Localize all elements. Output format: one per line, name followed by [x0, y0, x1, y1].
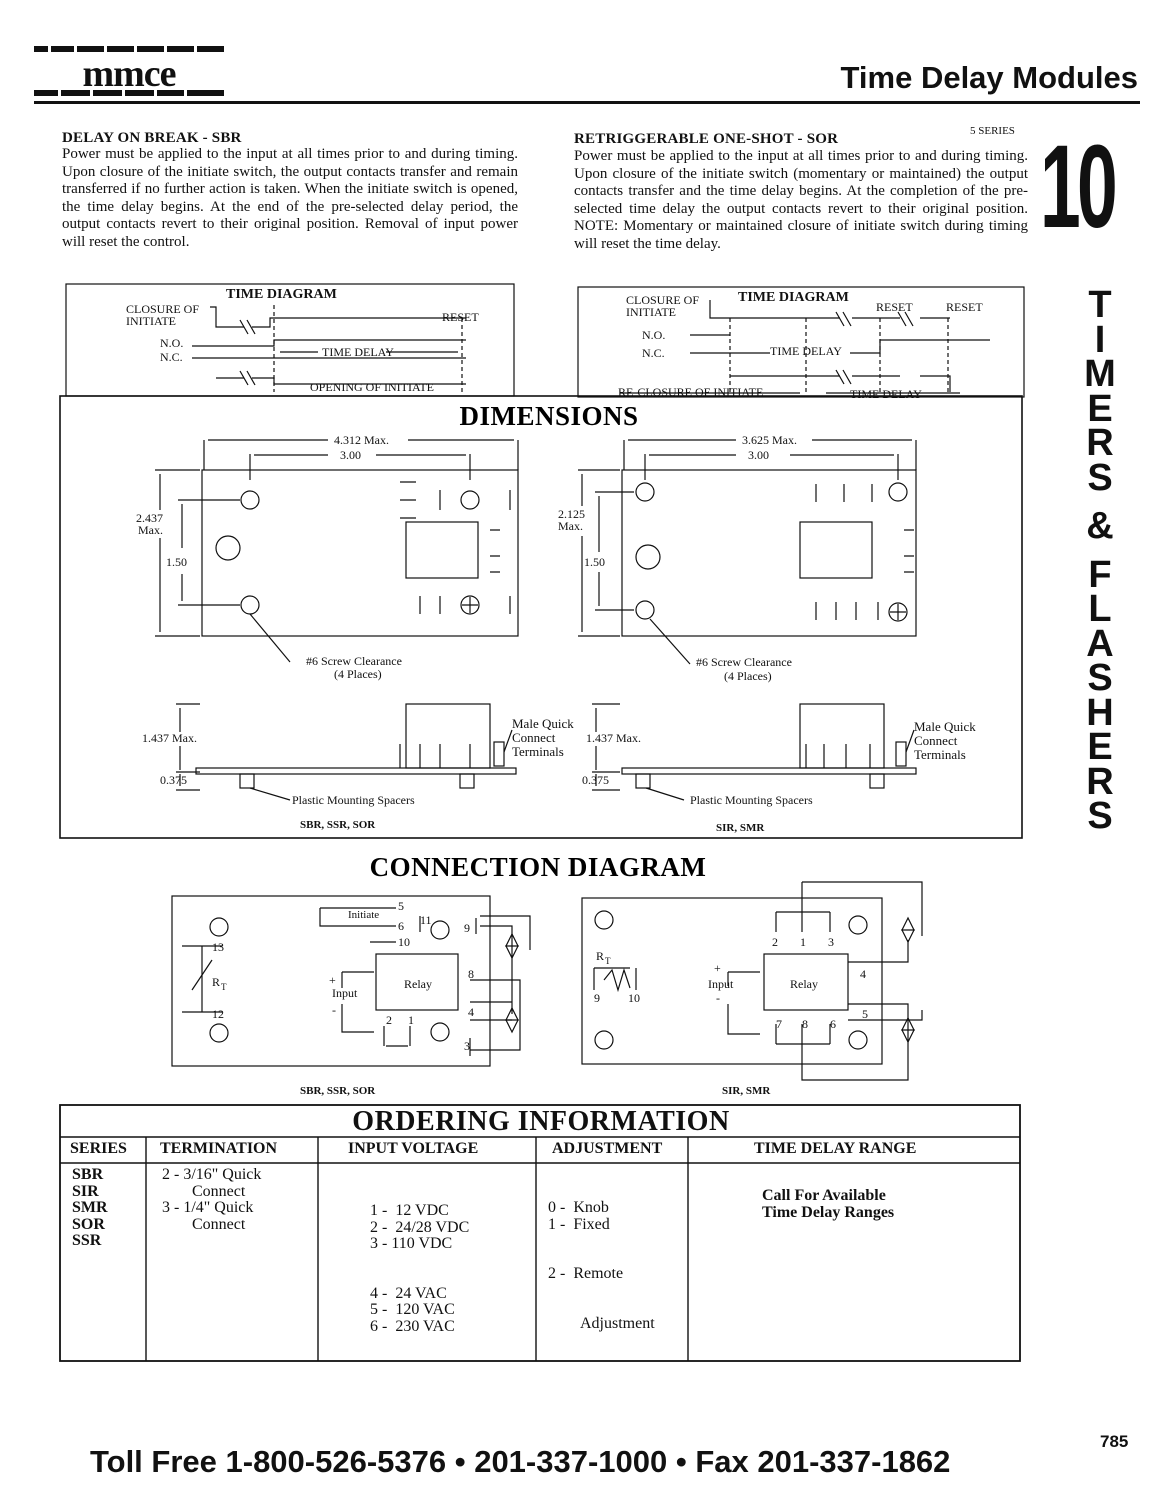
- svg-text:N.O.: N.O.: [642, 328, 666, 342]
- svg-text:1.50: 1.50: [166, 555, 187, 569]
- page-number: 785: [1100, 1432, 1129, 1451]
- col-header-termination: TERMINATION: [160, 1140, 278, 1157]
- adjustment-list: 0 - Knob 1 - Fixed 2 - Remote Adjustment: [548, 1199, 655, 1332]
- col-header-time-delay-range: TIME DELAY RANGE: [754, 1140, 917, 1157]
- svg-text:4.312 Max.: 4.312 Max.: [334, 433, 389, 447]
- svg-text:Plastic Mounting Spacers: Plastic Mounting Spacers: [292, 793, 415, 807]
- svg-text:Initiate: Initiate: [348, 909, 380, 921]
- svg-text:INITIATE: INITIATE: [126, 314, 176, 328]
- svg-text:SIR, SMR: SIR, SMR: [716, 822, 765, 834]
- svg-text:3.625 Max.: 3.625 Max.: [742, 433, 797, 447]
- svg-text:1: 1: [800, 935, 806, 949]
- svg-text:9: 9: [594, 991, 600, 1005]
- svg-text:TIME DIAGRAM: TIME DIAGRAM: [226, 287, 337, 302]
- svg-text:#6 Screw Clearance: #6 Screw Clearance: [696, 655, 792, 669]
- svg-text:5: 5: [398, 899, 404, 913]
- sor-description: Power must be applied to the input at all times prior to and during timing. Upon closure of the initiate switch (momentary or maintained) the output contacts transfer and the time delay begins. At the completion of the pre-selected time delay the output contacts revert to their original position. NOTE: Momentary or maintained closure of initiate switch during timing will reset the time delay.: [574, 148, 1028, 252]
- svg-text:Relay: Relay: [404, 977, 432, 991]
- svg-text:R: R: [212, 975, 221, 989]
- svg-text:1.437 Max.: 1.437 Max.: [142, 731, 197, 745]
- svg-text:TIME DELAY: TIME DELAY: [850, 387, 922, 401]
- svg-text:#6 Screw Clearance: #6 Screw Clearance: [306, 654, 402, 668]
- sbr-description: Power must be applied to the input at all times prior to and during timing. Upon closure of the initiate switch, the output contacts transfer and remain transferred if no further action is taken. When the initiate switch is opened, the time delay begins. At the end of the pre-selected delay period, the output contacts revert to their original position. Removal of input power will reset the control.: [62, 146, 518, 250]
- svg-text:4: 4: [860, 967, 866, 981]
- svg-text:Terminals: Terminals: [914, 747, 966, 762]
- svg-text:10: 10: [628, 991, 640, 1005]
- svg-text:8: 8: [468, 967, 474, 981]
- svg-text:(4 Places): (4 Places): [724, 669, 772, 683]
- svg-text:1: 1: [408, 1013, 414, 1027]
- svg-text:CLOSURE OF: CLOSURE OF: [126, 302, 200, 316]
- chapter-number: 10: [1040, 121, 1114, 253]
- svg-text:13: 13: [212, 940, 224, 954]
- svg-text:0.375: 0.375: [582, 773, 609, 787]
- svg-text:11: 11: [420, 913, 432, 927]
- sor-heading: RETRIGGERABLE ONE-SHOT - SOR: [574, 131, 839, 147]
- svg-text:Relay: Relay: [790, 977, 818, 991]
- svg-text:Connect: Connect: [512, 730, 556, 745]
- svg-text:5: 5: [862, 1007, 868, 1021]
- svg-text:SIR, SMR: SIR, SMR: [722, 1085, 771, 1097]
- svg-text:T: T: [221, 982, 227, 992]
- svg-text:6: 6: [398, 919, 404, 933]
- svg-text:7: 7: [776, 1017, 782, 1031]
- col-header-series: SERIES: [70, 1140, 127, 1157]
- svg-text:Male Quick: Male Quick: [512, 716, 574, 731]
- svg-text:N.C.: N.C.: [160, 350, 183, 364]
- svg-text:3.00: 3.00: [748, 448, 769, 462]
- svg-text:N.O.: N.O.: [160, 336, 184, 350]
- col-header-adjustment: ADJUSTMENT: [552, 1140, 663, 1157]
- svg-text:3: 3: [828, 935, 834, 949]
- svg-text:RESET: RESET: [876, 300, 913, 314]
- svg-text:Plastic Mounting Spacers: Plastic Mounting Spacers: [690, 793, 813, 807]
- svg-text:6: 6: [830, 1017, 836, 1031]
- svg-text:TIME DIAGRAM: TIME DIAGRAM: [738, 290, 849, 305]
- svg-text:RESET: RESET: [946, 300, 983, 314]
- section-tab-label: T I M E R S & F L A S H E R S: [1084, 284, 1116, 837]
- svg-text:R: R: [596, 949, 605, 963]
- svg-text:1.437 Max.: 1.437 Max.: [586, 731, 641, 745]
- svg-text:OPENING OF INITIATE: OPENING OF INITIATE: [310, 380, 434, 394]
- svg-text:0.375: 0.375: [160, 773, 187, 787]
- svg-text:RE-CLOSURE OF INITIATE: RE-CLOSURE OF INITIATE: [618, 385, 764, 399]
- svg-text:Max.: Max.: [558, 519, 583, 533]
- svg-text:-: -: [332, 1003, 336, 1017]
- svg-text:CLOSURE OF: CLOSURE OF: [626, 293, 700, 307]
- svg-text:2: 2: [772, 935, 778, 949]
- svg-text:2: 2: [386, 1013, 392, 1027]
- termination-list: 2 - 3/16" Quick Connect 3 - 1/4" Quick Connect: [162, 1166, 262, 1233]
- svg-text:-: -: [716, 991, 720, 1005]
- svg-text:mmce: mmce: [82, 53, 176, 95]
- page-title: Time Delay Modules: [840, 60, 1138, 95]
- svg-text:+: +: [329, 973, 336, 987]
- svg-text:T: T: [605, 956, 611, 966]
- input-voltage-list: 1 - 12 VDC 2 - 24/28 VDC 3 - 110 VDC 4 - 24 VAC 5 - 120 VAC 6 - 230 VAC: [370, 1202, 470, 1335]
- svg-text:10: 10: [398, 935, 410, 949]
- time-delay-range-note: Call For Available Time Delay Ranges: [762, 1187, 895, 1221]
- dimensions-title: DIMENSIONS: [459, 401, 639, 431]
- svg-text:SBR, SSR, SOR: SBR, SSR, SOR: [300, 819, 376, 831]
- svg-text:(4 Places): (4 Places): [334, 667, 382, 681]
- svg-text:3.00: 3.00: [340, 448, 361, 462]
- svg-text:SBR, SSR, SOR: SBR, SSR, SOR: [300, 1085, 376, 1097]
- svg-text:TIME DELAY: TIME DELAY: [322, 345, 394, 359]
- svg-text:INITIATE: INITIATE: [626, 305, 676, 319]
- ordering-title: ORDERING INFORMATION: [352, 1106, 730, 1137]
- svg-text:Male Quick: Male Quick: [914, 719, 976, 734]
- svg-text:N.C.: N.C.: [642, 346, 665, 360]
- svg-text:Connect: Connect: [914, 733, 958, 748]
- series-label: 5 SERIES: [970, 125, 1015, 137]
- svg-text:3: 3: [464, 1039, 470, 1053]
- svg-text:4: 4: [468, 1005, 474, 1019]
- svg-text:Input: Input: [708, 977, 734, 991]
- svg-text:Input: Input: [332, 986, 358, 1000]
- svg-text:2.437: 2.437: [136, 511, 163, 525]
- footer-contact: Toll Free 1-800-526-5376 • 201-337-1000 • Fax 201-337-1862: [90, 1444, 951, 1479]
- svg-text:+: +: [714, 961, 721, 975]
- col-header-input-voltage: INPUT VOLTAGE: [348, 1140, 479, 1157]
- series-list: SBR SIR SMR SOR SSR: [72, 1166, 108, 1249]
- svg-text:RESET: RESET: [442, 310, 479, 324]
- svg-text:9: 9: [464, 921, 470, 935]
- sbr-heading: DELAY ON BREAK - SBR: [62, 130, 242, 146]
- svg-text:8: 8: [802, 1017, 808, 1031]
- svg-text:Max.: Max.: [138, 523, 163, 537]
- svg-text:2.125: 2.125: [558, 507, 585, 521]
- svg-text:1.50: 1.50: [584, 555, 605, 569]
- svg-text:12: 12: [212, 1007, 224, 1021]
- svg-text:TIME DELAY: TIME DELAY: [770, 344, 842, 358]
- connection-diagram-title: CONNECTION DIAGRAM: [369, 852, 707, 882]
- svg-text:Terminals: Terminals: [512, 744, 564, 759]
